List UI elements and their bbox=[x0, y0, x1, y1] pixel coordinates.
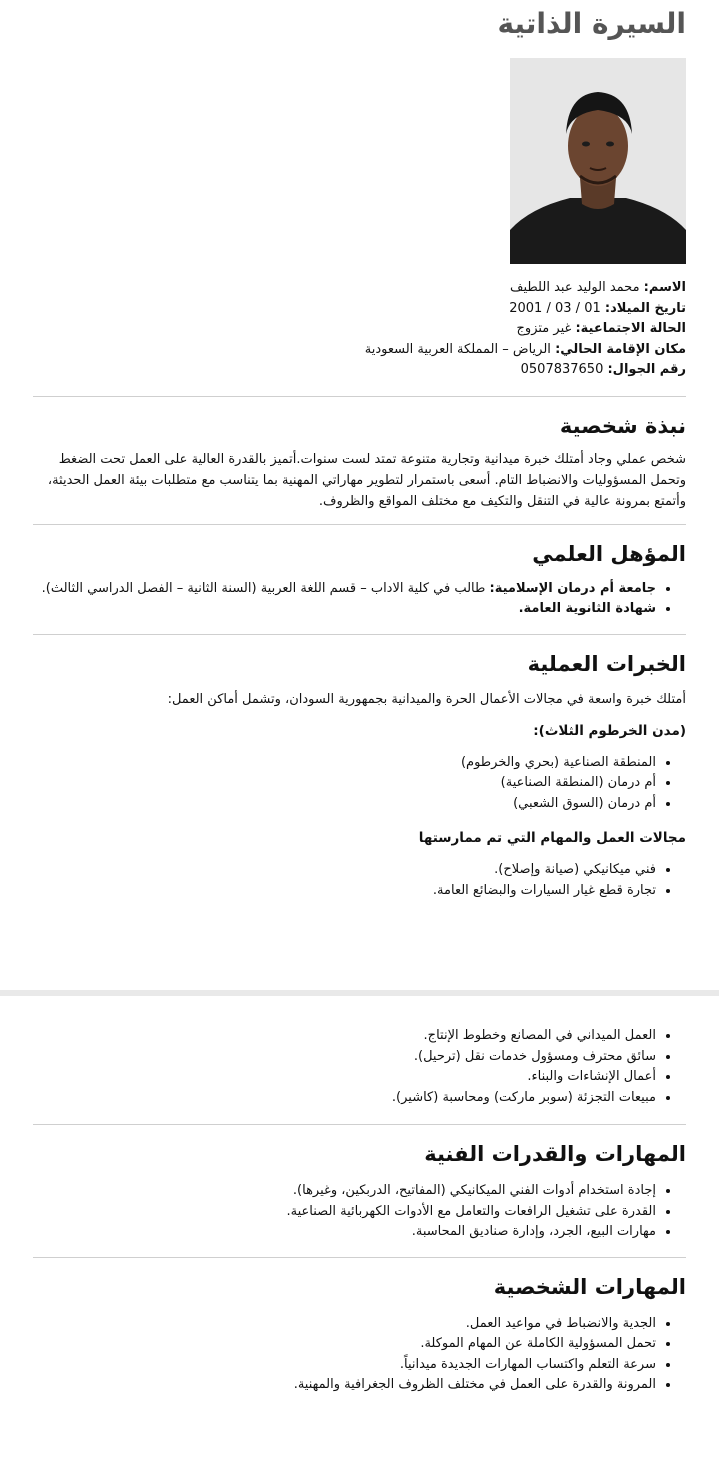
photo-container bbox=[33, 58, 686, 264]
list-item: • أم درمان (السوق الشعبي) bbox=[33, 794, 656, 815]
divider bbox=[33, 524, 686, 525]
tech-skills-heading: المهارات والقدرات الفنية bbox=[424, 1142, 686, 1166]
list-item: • مبيعات التجزئة (سوبر ماركت) ومحاسبة (كاشير). bbox=[33, 1088, 656, 1109]
tasks-list-continued bbox=[33, 1026, 686, 1108]
list-item: • جامعة أم درمان الإسلامية: طالب في كلية الاداب – قسم اللغة العربية (السنة الثانية – الفصل الدراسي الثالث). bbox=[33, 579, 656, 600]
list-item: • فني ميكانيكي (صيانة وإصلاح). bbox=[33, 860, 656, 881]
list-item: • المنطقة الصناعية (بحري والخرطوم) bbox=[33, 753, 656, 774]
list-item: • أم درمان (المنطقة الصناعية) bbox=[33, 773, 656, 794]
tech-skills-list bbox=[33, 1181, 686, 1243]
list-item: • المرونة والقدرة على العمل في مختلف الظروف الجغرافية والمهنية. bbox=[33, 1375, 656, 1396]
tasks-heading: مجالات العمل والمهام التي تم ممارستها bbox=[418, 830, 686, 846]
education-list bbox=[33, 579, 686, 620]
list-item: • تحمل المسؤولية الكاملة عن المهام الموكلة. bbox=[33, 1334, 656, 1355]
list-item: • إجادة استخدام أدوات الفني الميكانيكي (المفاتيح، الدربكين، وغيرها). bbox=[33, 1181, 656, 1202]
info-dob: تاريخ الميلاد: 01 / 03 / 2001 bbox=[509, 300, 686, 316]
document-title: السيرة الذاتية bbox=[497, 7, 686, 40]
profile-photo bbox=[510, 58, 686, 264]
list-item: • العمل الميداني في المصانع وخطوط الإنتاج. bbox=[33, 1026, 656, 1047]
info-name: الاسم: محمد الوليد عبد اللطيف bbox=[510, 280, 686, 295]
education-heading: المؤهل العلمي bbox=[532, 541, 686, 566]
info-status: الحالة الاجتماعية: غير متزوج bbox=[516, 321, 686, 336]
places-list bbox=[33, 753, 686, 815]
info-residence: مكان الإقامة الحالي: الرياض – المملكة العربية السعودية bbox=[364, 341, 686, 357]
list-item: • سائق محترف ومسؤول خدمات نقل (ترحيل). bbox=[33, 1047, 656, 1068]
person-portrait-icon bbox=[510, 58, 686, 264]
personal-info bbox=[33, 278, 686, 381]
profile-text: شخص عملي وجاد أمتلك خبرة ميدانية وتجارية متنوعة تمتد لست سنوات.أتميز بالقدرة العالية على العمل تحت الضغط وتحمل المسؤوليات والانضباط التام. أسعى باستمرار لتطوير مهاراتي المهنية بما يتناسب مع متطلبات بيئة العمل الحديثة، وأتمتع بمرونة عالية في التنقل والتكيف مع مختلف المواقع والظروف. bbox=[47, 451, 686, 509]
list-item: • مهارات البيع، الجرد، وإدارة صناديق المحاسبة. bbox=[33, 1222, 656, 1243]
list-item: • الجدية والانضباط في مواعيد العمل. bbox=[33, 1314, 656, 1335]
document-page-2 bbox=[0, 996, 719, 1466]
cities-heading: (مدن الخرطوم الثلاث): bbox=[533, 722, 686, 739]
list-item: • القدرة على تشغيل الرافعات والتعامل مع الأدوات الكهربائية الصناعية. bbox=[33, 1202, 656, 1223]
profile-heading: نبذة شخصية bbox=[559, 413, 686, 438]
list-item: • شهادة الثانوية العامة. bbox=[33, 599, 656, 620]
tasks-list bbox=[33, 860, 686, 901]
soft-skills-list bbox=[33, 1314, 686, 1396]
list-item: • أعمال الإنشاءات والبناء. bbox=[33, 1067, 656, 1088]
soft-skills-heading: المهارات الشخصية bbox=[493, 1274, 686, 1299]
experience-intro: أمتلك خبرة واسعة في مجالات الأعمال الحرة والميدانية بجمهورية السودان، وتشمل أماكن العمل: bbox=[167, 691, 686, 707]
list-item: • تجارة قطع غيار السيارات والبضائع العامة. bbox=[33, 881, 656, 902]
divider bbox=[33, 396, 686, 397]
info-phone: رقم الجوال: 0507837650 bbox=[520, 362, 686, 377]
divider bbox=[33, 1124, 686, 1125]
divider bbox=[33, 1257, 686, 1258]
experience-heading: الخبرات العملية bbox=[527, 651, 686, 676]
divider bbox=[33, 634, 686, 635]
list-item: • سرعة التعلم واكتساب المهارات الجديدة ميدانياً. bbox=[33, 1355, 656, 1376]
